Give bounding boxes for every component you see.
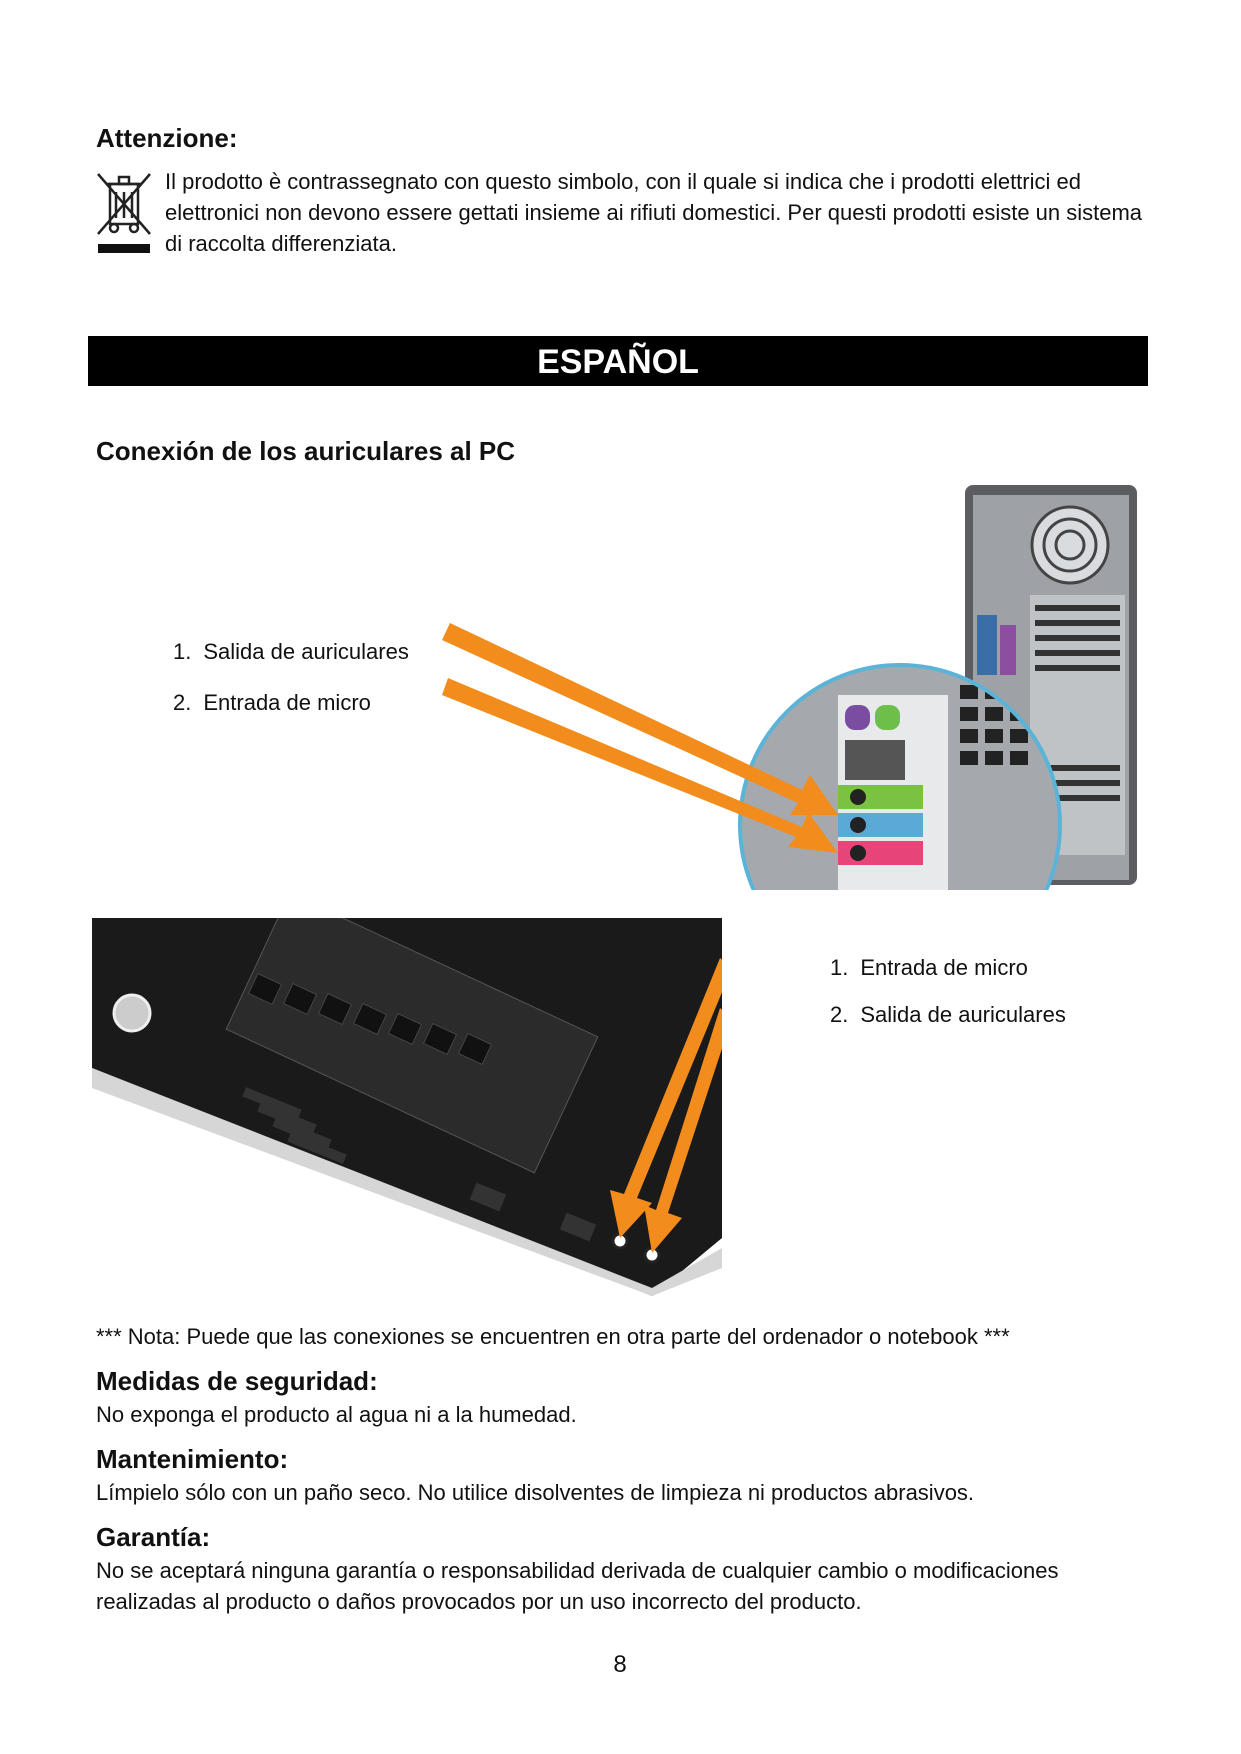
- page-number: 8: [613, 1651, 627, 1678]
- safety-text: No exponga el producto al agua ni a la humedad.: [96, 1402, 577, 1427]
- warranty-text: No se aceptará ninguna garantía o responsabilidad derivada de cualquier cambio o modificaciones realizadas al producto o daños provocados por un uso incorrecto del producto.: [96, 1558, 1059, 1614]
- connection-note: *** Nota: Puede que las conexiones se encuentren en otra parte del ordenador o notebook ***: [96, 1324, 1010, 1349]
- safety-heading: Medidas de seguridad:: [96, 1366, 378, 1396]
- weee-text: Il prodotto è contrassegnato con questo simbolo, con il quale si indica che i prodotti elettrici ed elettronici non devono essere gettati insieme ai rifiuti domestici. Per questi prodotti esiste un sistema di raccolta differenziata.: [165, 169, 1143, 256]
- maintenance-text: Límpielo sólo con un paño seco. No utilice disolventes de limpieza ni productos abrasivos.: [96, 1480, 975, 1505]
- laptop-labels-list: [830, 944, 1066, 1038]
- weee-bin-icon: [94, 168, 154, 256]
- list-item: 1. Salida de auriculares: [173, 639, 409, 664]
- attenzione-heading: Attenzione:: [96, 123, 238, 153]
- list-item: 2. Entrada de micro: [173, 690, 371, 715]
- warranty-heading: Garantía:: [96, 1522, 211, 1552]
- pc-rear-ports-illustration: [430, 485, 1160, 890]
- laptop-ports-illustration: [92, 918, 722, 1296]
- pc-labels-list: [173, 626, 409, 728]
- connection-heading: Conexión de los auriculares al PC: [96, 436, 516, 466]
- list-item: 1. Entrada de micro: [830, 955, 1028, 980]
- language-banner: ESPAÑOL: [88, 336, 1148, 386]
- maintenance-heading: Mantenimiento:: [96, 1444, 289, 1474]
- list-item: 2. Salida de auriculares: [830, 1002, 1066, 1027]
